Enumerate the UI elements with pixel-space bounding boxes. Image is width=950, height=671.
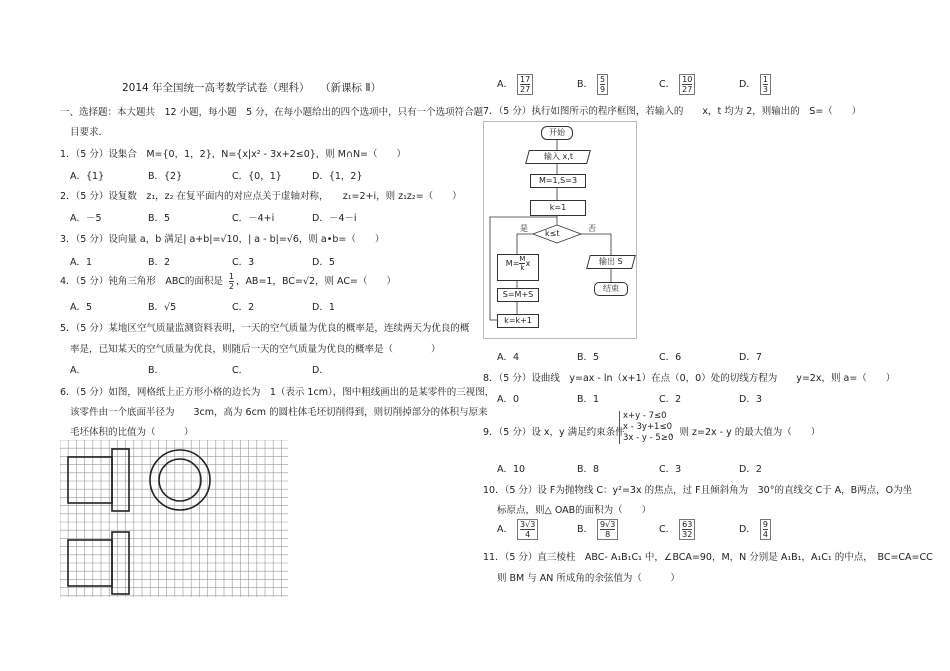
question-9-post: ，则 z=2x - y 的最大值为（ ）	[670, 427, 821, 438]
question-6-line3: 毛坯体积的比值为（ ）	[70, 427, 194, 438]
q4-text-post: ，AB=1，BC=√2，则 AC=（ ）	[235, 276, 396, 287]
question-1: 1．（5 分）设集合 M={0，1，2}，N={x|x² - 3x+2≤0}，则 M∩N=（ ）	[60, 149, 407, 160]
question-9-pre: 9．（5 分）设 x，y 满足约束条件	[483, 427, 625, 438]
q4-fraction-num: 1	[228, 272, 234, 281]
flow-condition: k≤t	[545, 229, 560, 238]
q9-option-d[interactable]: D．2	[739, 464, 762, 475]
q1-option-d[interactable]: D．{1，2}	[312, 171, 363, 182]
flow-k-increment: k=k+1	[497, 314, 539, 328]
question-7: 7．（5 分）执行如图所示的程序框图，若输入的 x，t 均为 2，则输出的 S=（ ）	[483, 106, 862, 117]
q7-option-a[interactable]: A．4	[497, 352, 520, 363]
q8-option-b[interactable]: B．1	[577, 394, 600, 405]
flow-init: M=1,S=3	[530, 174, 586, 188]
q6-option-b[interactable]: B． $\frac{5}{9}$	[577, 74, 608, 95]
q7-option-b[interactable]: B．5	[577, 352, 600, 363]
section-heading-cont: 目要求．	[70, 127, 109, 138]
q8-option-c[interactable]: C．2	[659, 394, 682, 405]
question-4	[60, 272, 396, 291]
q4-option-d[interactable]: D．1	[312, 302, 335, 313]
flowchart	[483, 121, 637, 339]
q4-fraction-den: 2	[228, 282, 234, 291]
flow-no-label: 否	[588, 224, 596, 233]
q6-option-c[interactable]: C． $\frac{10}{27}$	[659, 74, 695, 95]
q3-option-d[interactable]: D．5	[312, 257, 335, 268]
q5-option-a[interactable]: A．	[70, 365, 86, 376]
q3-option-c[interactable]: C．3	[232, 257, 255, 268]
q5-option-c[interactable]: C．	[232, 365, 249, 376]
q3-option-a[interactable]: A．1	[70, 257, 93, 268]
question-6-line2: 该零件由一个底面半径为 3cm，高为 6cm 的圆柱体毛坯切削得到，则切削掉部分的体积与原来	[70, 407, 488, 418]
flow-output: 输出 S	[586, 255, 636, 269]
q2-option-a[interactable]: A．－5	[70, 213, 102, 224]
q2-option-d[interactable]: D．－4－i	[312, 213, 357, 224]
question-8: 8．（5 分）设曲线 y=ax - ln（x+1）在点（0，0）处的切线方程为 y=2x，则 a=（ ）	[483, 373, 896, 384]
flow-k-init: k=1	[530, 200, 586, 216]
q4-option-a[interactable]: A．5	[70, 302, 93, 313]
q5-option-d[interactable]: D．	[312, 365, 329, 376]
flow-s-update: S=M+S	[497, 288, 539, 302]
q8-option-d[interactable]: D．3	[739, 394, 762, 405]
flow-start: 开始	[541, 126, 573, 140]
q6-option-d[interactable]: D． $\frac{1}{3}$	[739, 74, 771, 95]
question-3: 3．（5 分）设向量 a，b 满足| a+b|=√10，| a - b|=√6，则 a•b=（ ）	[60, 234, 385, 245]
q2-option-c[interactable]: C．－4+i	[232, 213, 275, 224]
question-5-line1: 5．（5 分）某地区空气质量监测资料表明，一天的空气质量为优良的概率是，连续两天为优良的概	[60, 323, 470, 334]
question-2: 2．（5 分）设复数 z₁，z₂ 在复平面内的对应点关于虚轴对称， z₁=2+i，则 z₁z₂=（ ）	[60, 191, 462, 202]
q3-option-b[interactable]: B．2	[148, 257, 171, 268]
flow-input: 输入 x,t	[525, 150, 591, 164]
question-6-line1: 6．（5 分）如图，网格纸上正方形小格的边长为 1（表示 1cm），图中粗线画出的是某零件的三视图，	[60, 387, 495, 398]
q10-option-c[interactable]: C． $\frac{63}{32}$	[659, 519, 695, 540]
q9-option-c[interactable]: C．3	[659, 464, 682, 475]
q7-option-c[interactable]: C．6	[659, 352, 682, 363]
q4-option-b[interactable]: B．√5	[148, 302, 177, 313]
q4-option-c[interactable]: C．2	[232, 302, 255, 313]
flow-end: 结束	[594, 282, 628, 296]
page-title: 2014 年全国统一高考数学试卷（理科） （新课标 Ⅱ）	[122, 82, 382, 94]
flow-m-update: M= $\frac{M}{k}$ x	[497, 254, 539, 281]
three-view-grid-figure	[60, 440, 288, 597]
q9-option-a[interactable]: A．10	[497, 464, 526, 475]
q4-text-pre: 4．（5 分）钝角三角形 ABC的面积是	[60, 276, 223, 287]
q4-fraction	[227, 272, 236, 291]
section-heading: 一、选择题：本大题共 12 小题，每小题 5 分，在每小题给出的四个选项中，只有一个选项符合题	[60, 107, 484, 118]
question-11-line2: 则 BM 与 AN 所成角的余弦值为（ ）	[497, 573, 680, 584]
q9-constraint-system: x+y - 7≤0 x - 3y+1≤0 3x - y - 5≥0	[619, 411, 673, 444]
q1-option-a[interactable]: A．{1}	[70, 171, 105, 182]
question-5-line2: 率是，已知某天的空气质量为优良，则随后一天的空气质量为优良的概率是（ ）	[70, 344, 441, 355]
q5-option-b[interactable]: B．	[148, 365, 165, 376]
q8-option-a[interactable]: A．0	[497, 394, 520, 405]
q9-option-b[interactable]: B．8	[577, 464, 600, 475]
q2-option-b[interactable]: B．5	[148, 213, 171, 224]
question-11-line1: 11．（5 分）直三棱柱 ABC- A₁B₁C₁ 中，∠BCA=90，M，N 分别是 A₁B₁，A₁C₁ 的中点， BC=CA=CC	[483, 552, 933, 563]
q1-option-b[interactable]: B．{2}	[148, 171, 183, 182]
q10-option-b[interactable]: B． $\frac{9√3}{8}$	[577, 519, 618, 540]
q7-option-d[interactable]: D．7	[739, 352, 762, 363]
q10-option-d[interactable]: D． $\frac{9}{4}$	[739, 519, 771, 540]
flow-yes-label: 是	[520, 224, 528, 233]
q10-option-a[interactable]: A． $\frac{3√3}{4}$	[497, 519, 538, 540]
q6-option-a[interactable]: A． $\frac{17}{27}$	[497, 74, 533, 95]
q1-option-c[interactable]: C．{0，1}	[232, 171, 282, 182]
question-10-line1: 10．（5 分）设 F为抛物线 C：y²=3x 的焦点，过 F且倾斜角为 30°的直线交 C于 A，B两点，O为坐	[483, 485, 913, 496]
question-10-line2: 标原点，则△ OAB的面积为（ ）	[497, 505, 652, 516]
